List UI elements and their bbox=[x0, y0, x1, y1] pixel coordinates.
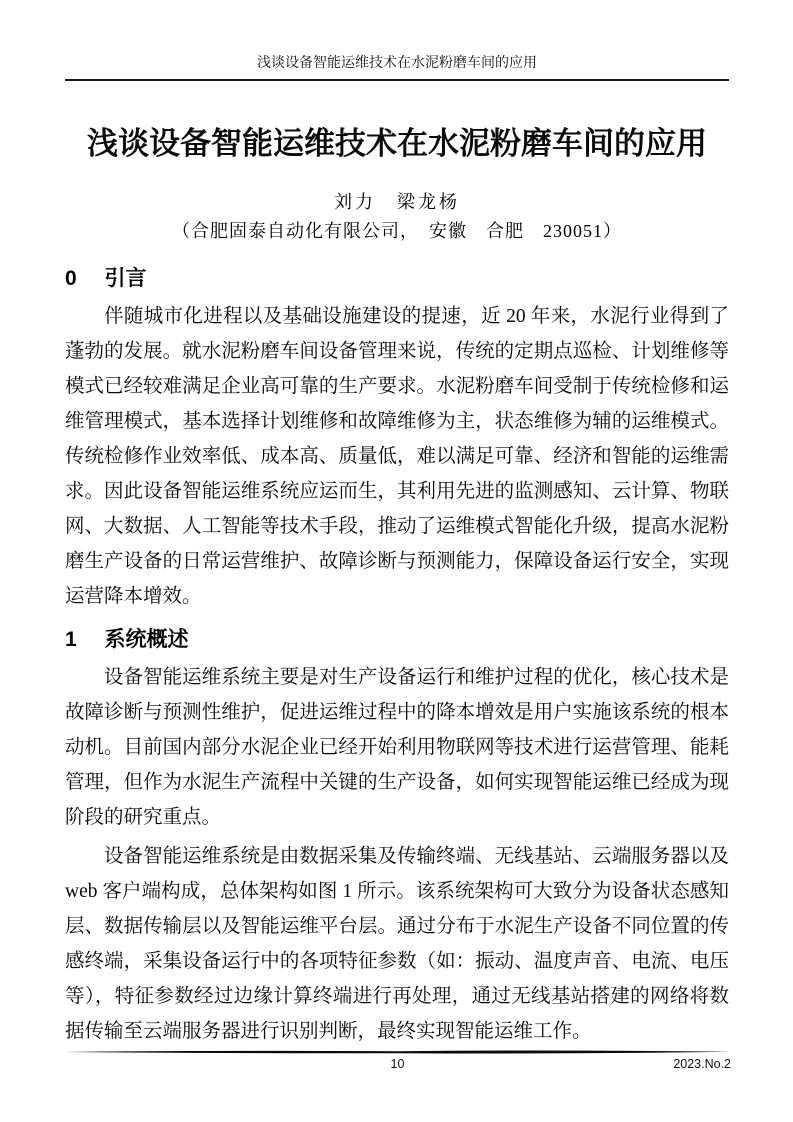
paragraph-introduction-1: 伴随城市化进程以及基础设施建设的提速，近 20 年来，水泥行业得到了蓬勃的发展。就水泥粉磨车间设备管理来说，传统的定期点巡检、计划维修等模式已经较难满足企业高可靠的生产要求。水泥粉磨车间受制于传统检修和运维管理模式，基本选择计划维修和故障维修为主，状态维修为辅的运维模式。传统检修作业效率低、成本高、质量低，难以满足可靠、经济和智能的运维需求。因此设备智能运维系统应运而生，其利用先进的监测感知、云计算、物联网、大数据、人工智能等技术手段，推动了运维模式智能化升级，提高水泥粉磨生产设备的日常运营维护、故障诊断与预测能力，保障设备运行安全，实现运营降本增效。 bbox=[65, 306, 729, 607]
running-header-title: 浅谈设备智能运维技术在水泥粉磨车间的应用 bbox=[257, 56, 537, 71]
paragraph-overview-2: 设备智能运维系统是由数据采集及传输终端、无线基站、云端服务器以及 web 客户端构成，总体架构如图 1 所示。该系统架构可大致分为设备状态感知层、数据传输层以及智能运维平台层。通过分布于水泥生产设备不同位置的传感终端，采集设备运行中的各项特征参数（如：振动、温度声音、电流、电压等），特征参数经过边缘计算终端进行再处理，通过无线基站搭建的网络将数据传输至云端服务器进行识别判断，最终实现智能运维工作。 bbox=[65, 846, 729, 1042]
section-number: 1 bbox=[65, 628, 77, 651]
section-title: 引言 bbox=[104, 267, 147, 290]
authors-line: 刘力 梁龙杨 bbox=[334, 192, 460, 212]
article-title: 浅谈设备智能运维技术在水泥粉磨车间的应用 bbox=[87, 126, 707, 161]
section-system-overview bbox=[65, 626, 729, 1049]
page-header bbox=[65, 0, 729, 81]
section-introduction bbox=[65, 265, 729, 614]
header-rule bbox=[65, 79, 729, 81]
section-heading-system-overview bbox=[65, 626, 729, 654]
section-title: 系统概述 bbox=[104, 628, 189, 651]
section-number: 0 bbox=[65, 267, 77, 290]
issue-label: 2023.No.2 bbox=[673, 1057, 731, 1071]
footer-rule bbox=[64, 1049, 731, 1055]
paragraph-overview-1: 设备智能运维系统主要是对生产设备运行和维护过程的优化，核心技术是故障诊断与预测性维护，促进运维过程中的降本增效是用户实施该系统的根本动机。目前国内部分水泥企业已经开始利用物联网等技术进行运营管理、能耗管理，但作为水泥生产流程中关键的生产设备，如何实现智能运维已经成为现阶段的研究重点。 bbox=[65, 667, 729, 828]
page-number: 10 bbox=[390, 1057, 405, 1071]
affiliation-line: （合肥固泰自动化有限公司， 安徽 合肥 230051） bbox=[172, 221, 622, 241]
footer-row bbox=[64, 1056, 731, 1072]
section-heading-introduction bbox=[65, 265, 729, 293]
page-footer bbox=[64, 1049, 731, 1072]
